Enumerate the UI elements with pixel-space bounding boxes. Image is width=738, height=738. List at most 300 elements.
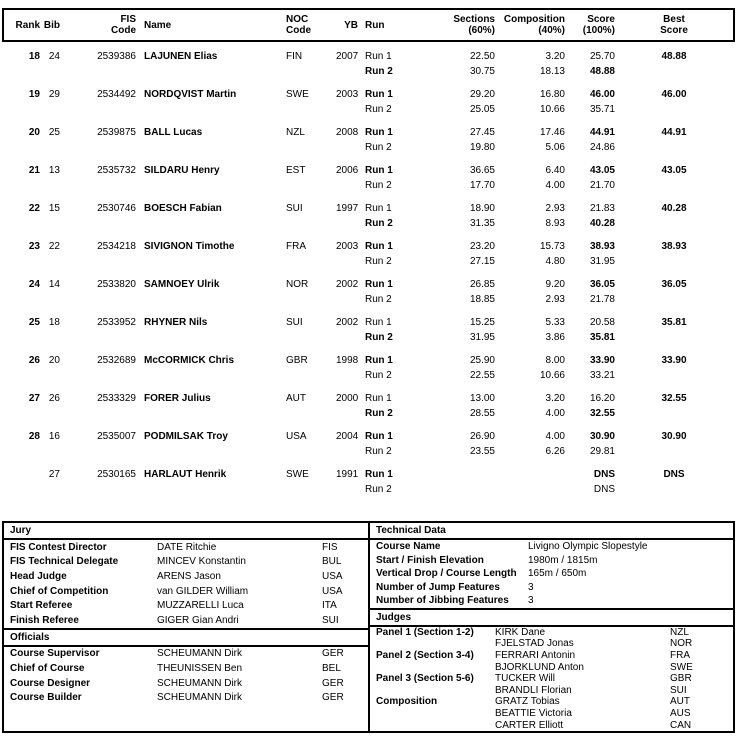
run-line	[4, 64, 733, 79]
col-header-rank-label: Rank	[15, 19, 40, 31]
sections-value: 28.55	[469, 408, 495, 419]
fis-code-cell: 2534492	[97, 89, 136, 100]
run-label: Run 1	[365, 203, 392, 214]
run-line	[4, 178, 733, 193]
role-label: FIS Contest Director	[10, 541, 107, 553]
composition-value: 2.93	[545, 203, 565, 214]
result-row	[4, 201, 733, 231]
yb-cell: 2003	[336, 241, 359, 252]
sections-value: 22.55	[469, 370, 495, 381]
run-label: Run 2	[365, 332, 393, 343]
rank-cell: 19	[28, 89, 40, 100]
result-row	[4, 239, 733, 269]
run-line	[4, 391, 733, 406]
officials-row	[4, 676, 368, 691]
composition-value: 6.26	[545, 446, 565, 457]
run-line	[4, 429, 733, 444]
officials-title: Officials	[4, 628, 368, 647]
best-score-value: 32.55	[661, 393, 687, 404]
yb-cell: 1998	[336, 355, 359, 366]
composition-value: 2.93	[545, 294, 565, 305]
best-score-value: 36.05	[661, 279, 687, 290]
score-line1: Score	[587, 14, 615, 25]
results-rows	[4, 49, 733, 505]
name-cell: PODMILSAK Troy	[144, 431, 228, 442]
composition-value: 10.66	[539, 370, 565, 381]
rank-cell: 24	[28, 279, 40, 290]
noc-code: FIS	[322, 541, 338, 553]
score-value: 31.95	[589, 256, 615, 267]
fis-code-cell: 2533952	[97, 317, 136, 328]
score-value: 20.58	[589, 317, 615, 328]
fis-code-cell: 2530746	[97, 203, 136, 214]
sections-value: 29.20	[469, 89, 495, 100]
yb-cell: 2000	[336, 393, 359, 404]
composition-value: 5.06	[545, 142, 565, 153]
best-line1: Best	[663, 14, 685, 25]
noc-code: BUL	[322, 556, 342, 568]
judge-noc: SWE	[670, 661, 693, 673]
yb-cell: 2004	[336, 431, 359, 442]
run-line	[4, 315, 733, 330]
score-value: 33.90	[589, 355, 615, 366]
run-label: Run 1	[365, 393, 392, 404]
result-row	[4, 125, 733, 155]
col-header-name-label: Name	[144, 19, 172, 31]
fis-code-cell: 2530165	[97, 469, 136, 480]
sections-value: 18.90	[469, 203, 495, 214]
composition-value: 10.66	[539, 104, 565, 115]
best-score-value: 40.28	[661, 203, 687, 214]
run-label: Run 1	[365, 355, 393, 366]
score-value: 30.90	[589, 431, 615, 442]
run-label: Run 1	[365, 317, 392, 328]
tech-label: Number of Jump Features	[376, 581, 500, 593]
result-row	[4, 391, 733, 421]
run-line	[4, 254, 733, 269]
name-cell: LAJUNEN Elias	[144, 51, 218, 62]
judge-noc: GBR	[670, 673, 692, 685]
technical-data-row	[370, 554, 733, 568]
fis-code-line2: Code	[111, 25, 136, 36]
bib-cell: 20	[48, 355, 60, 366]
run-line	[4, 467, 733, 482]
run-line	[4, 353, 733, 368]
tech-value: 3	[528, 595, 534, 607]
result-row	[4, 467, 733, 497]
composition-value: 17.46	[539, 127, 565, 138]
result-row	[4, 277, 733, 307]
bib-cell: 15	[48, 203, 60, 214]
name-cell: NORDQVIST Martin	[144, 89, 237, 100]
composition-value: 15.73	[539, 241, 565, 252]
judge-row	[370, 719, 733, 731]
composition-value: 4.80	[545, 256, 565, 267]
judge-name: FERRARI Antonin	[495, 649, 576, 661]
composition-value: 3.86	[545, 332, 565, 343]
run-line	[4, 444, 733, 459]
run-line	[4, 163, 733, 178]
rank-cell: 22	[28, 203, 40, 214]
judge-name: KIRK Dane	[495, 626, 546, 638]
judge-name: BEATTIE Victoria	[495, 707, 572, 719]
role-label: Course Builder	[10, 692, 82, 704]
run-line	[4, 201, 733, 216]
fis-code-cell: 2532689	[97, 355, 136, 366]
best-score-value: 48.88	[661, 51, 687, 62]
fis-code-cell: 2539875	[97, 127, 136, 138]
score-value: 35.71	[589, 104, 615, 115]
results-header	[2, 8, 735, 42]
role-label: FIS Technical Delegate	[10, 556, 119, 568]
technical-data-rows	[370, 540, 733, 608]
sections-value: 30.75	[469, 66, 495, 77]
name-cell: RHYNER Nils	[144, 317, 208, 328]
noc-cell: SWE	[286, 89, 309, 100]
tech-label: Number of Jibbing Features	[376, 595, 509, 607]
col-header-run-label: Run	[365, 19, 385, 31]
score-value: DNS	[593, 469, 615, 480]
run-line	[4, 330, 733, 345]
judge-noc: SUI	[670, 684, 687, 696]
col-header-yb-label: YB	[344, 19, 358, 31]
rank-cell: 25	[28, 317, 40, 328]
best-score-value: 43.05	[661, 165, 687, 176]
run-label: Run 2	[365, 446, 392, 457]
run-line	[4, 277, 733, 292]
rank-cell: 23	[28, 241, 40, 252]
panel-label: Panel 2 (Section 3-4)	[376, 649, 474, 661]
fis-code-line1: FIS	[120, 14, 136, 25]
col-header-yb	[336, 20, 358, 31]
composition-line1: Composition	[503, 14, 565, 25]
col-header-noc	[286, 14, 336, 36]
tech-value: 1980m / 1815m	[528, 554, 598, 566]
yb-cell: 2002	[336, 317, 359, 328]
score-value: 33.21	[589, 370, 615, 381]
role-label: Chief of Course	[10, 662, 85, 674]
run-label: Run 1	[365, 279, 393, 290]
score-value: 36.05	[589, 279, 615, 290]
person-name: SCHEUMANN Dirk	[157, 692, 242, 704]
col-header-rank	[4, 20, 40, 31]
rank-cell: 21	[28, 165, 40, 176]
noc-code: GER	[322, 648, 344, 660]
score-value: 16.20	[589, 393, 615, 404]
jury-row	[4, 584, 368, 599]
run-label: Run 2	[365, 218, 393, 229]
run-label: Run 1	[365, 165, 393, 176]
judge-noc: FRA	[670, 649, 690, 661]
result-row	[4, 353, 733, 383]
run-label: Run 1	[365, 241, 393, 252]
judge-noc: NOR	[670, 638, 693, 650]
composition-line2: (40%)	[538, 25, 565, 36]
officials-row	[4, 661, 368, 676]
run-label: Run 1	[365, 127, 393, 138]
judge-row	[370, 673, 733, 685]
bib-cell: 25	[48, 127, 60, 138]
run-label: Run 2	[365, 370, 392, 381]
sections-value: 31.95	[469, 332, 495, 343]
judge-noc: AUS	[670, 707, 691, 719]
col-header-sections	[420, 14, 495, 36]
judge-name: TUCKER Will	[495, 673, 555, 685]
composition-value: 4.00	[545, 431, 565, 442]
score-value: 35.81	[589, 332, 615, 343]
sections-value: 27.15	[469, 256, 495, 267]
name-cell: HARLAUT Henrik	[144, 469, 227, 480]
run-label: Run 2	[365, 66, 393, 77]
name-cell: BALL Lucas	[144, 127, 203, 138]
composition-value: 6.40	[545, 165, 565, 176]
tech-label: Course Name	[376, 541, 441, 553]
fis-code-cell: 2535007	[97, 431, 136, 442]
sections-value: 26.90	[469, 431, 495, 442]
jury-row	[4, 569, 368, 584]
bib-cell: 13	[48, 165, 60, 176]
rank-cell: 18	[28, 51, 40, 62]
person-name: SCHEUMANN Dirk	[157, 677, 242, 689]
sections-value: 27.45	[469, 127, 495, 138]
run-line	[4, 482, 733, 497]
col-header-run	[358, 20, 420, 31]
fis-code-cell: 2533329	[97, 393, 136, 404]
col-header-name	[136, 20, 286, 31]
sections-value: 25.90	[469, 355, 495, 366]
best-score-value: 44.91	[661, 127, 687, 138]
best-line2: Score	[660, 25, 688, 36]
run-label: Run 2	[365, 484, 392, 495]
judge-name: GRATZ Tobias	[495, 696, 560, 708]
role-label: Head Judge	[10, 570, 67, 582]
composition-value: 16.80	[539, 89, 565, 100]
role-label: Course Designer	[10, 677, 91, 689]
noc-code: ITA	[322, 600, 337, 612]
sections-value: 13.00	[469, 393, 495, 404]
rank-cell: 27	[28, 393, 40, 404]
info-right-column	[370, 523, 733, 731]
technical-data-row	[370, 567, 733, 581]
sections-value: 23.55	[469, 446, 495, 457]
person-name: van GILDER William	[157, 585, 249, 597]
technical-data-title: Technical Data	[370, 523, 733, 540]
composition-value: 18.13	[539, 66, 565, 77]
run-label: Run 1	[365, 51, 392, 62]
run-line	[4, 102, 733, 117]
noc-line2: Code	[286, 25, 311, 36]
panel-label: Panel 3 (Section 5-6)	[376, 673, 474, 685]
noc-code: USA	[322, 585, 343, 597]
best-score-value: 30.90	[661, 431, 687, 442]
run-line	[4, 125, 733, 140]
run-label: Run 2	[365, 104, 392, 115]
composition-value: 8.00	[545, 355, 565, 366]
judge-name: FJELSTAD Jonas	[495, 638, 574, 650]
name-cell: SIVIGNON Timothe	[144, 241, 235, 252]
run-line	[4, 406, 733, 421]
sections-value: 18.85	[469, 294, 495, 305]
sections-value: 17.70	[469, 180, 495, 191]
person-name: DATE Ritchie	[157, 541, 217, 553]
judge-row	[370, 638, 733, 650]
jury-row	[4, 598, 368, 613]
role-label: Finish Referee	[10, 614, 79, 626]
sections-value: 25.05	[469, 104, 495, 115]
judge-row	[370, 650, 733, 662]
judge-noc: AUT	[670, 696, 690, 708]
noc-code: GER	[322, 677, 344, 689]
run-label: Run 2	[365, 294, 392, 305]
run-line	[4, 140, 733, 155]
bib-cell: 14	[48, 279, 60, 290]
run-line	[4, 216, 733, 231]
panel-label: Panel 1 (Section 1-2)	[376, 626, 474, 638]
run-label: Run 1	[365, 89, 393, 100]
composition-value: 8.93	[545, 218, 565, 229]
fis-code-cell: 2534218	[97, 241, 136, 252]
col-header-best-score	[615, 14, 733, 36]
score-value: DNS	[593, 484, 615, 495]
person-name: THEUNISSEN Ben	[157, 662, 243, 674]
jury-rows	[4, 540, 368, 628]
person-name: MUZZARELLI Luca	[157, 600, 244, 612]
role-label: Start Referee	[10, 600, 73, 612]
run-label: Run 2	[365, 180, 392, 191]
yb-cell: 2003	[336, 89, 359, 100]
judge-row	[370, 661, 733, 673]
name-cell: FORER Julius	[144, 393, 211, 404]
run-line	[4, 87, 733, 102]
noc-cell: EST	[286, 165, 306, 176]
person-name: SCHEUMANN Dirk	[157, 648, 242, 660]
noc-code: BEL	[322, 662, 341, 674]
noc-code: SUI	[322, 614, 339, 626]
rank-cell: 26	[28, 355, 40, 366]
composition-value: 3.20	[545, 393, 565, 404]
fis-code-cell: 2539386	[97, 51, 136, 62]
officials-rows	[4, 647, 368, 705]
sections-value: 15.25	[469, 317, 495, 328]
yb-cell: 1991	[336, 469, 359, 480]
noc-cell: FRA	[286, 241, 306, 252]
col-header-bib	[40, 20, 60, 31]
judge-row	[370, 684, 733, 696]
jury-row	[4, 613, 368, 628]
officials-row	[4, 690, 368, 705]
run-label: Run 2	[365, 256, 392, 267]
judges-title: Judges	[370, 608, 733, 627]
run-label: Run 2	[365, 408, 393, 419]
col-header-composition	[495, 14, 565, 36]
score-value: 44.91	[589, 127, 615, 138]
jury-title: Jury	[4, 523, 368, 540]
person-name: ARENS Jason	[157, 570, 221, 582]
tech-value: Livigno Olympic Slopestyle	[528, 541, 648, 553]
run-label: Run 1	[365, 469, 393, 480]
role-label: Course Supervisor	[10, 648, 100, 660]
sections-value: 36.65	[469, 165, 495, 176]
rank-cell: 28	[28, 431, 40, 442]
result-row	[4, 429, 733, 459]
col-header-score	[565, 14, 615, 36]
noc-cell: SWE	[286, 469, 309, 480]
score-value: 29.81	[589, 446, 615, 457]
run-label: Run 2	[365, 142, 392, 153]
sections-value: 23.20	[469, 241, 495, 252]
bib-cell: 18	[48, 317, 60, 328]
info-table	[2, 521, 735, 733]
run-line	[4, 239, 733, 254]
technical-data-row	[370, 581, 733, 595]
judge-name: CARTER Elliott	[495, 719, 564, 731]
score-value: 32.55	[589, 408, 615, 419]
score-value: 40.28	[589, 218, 615, 229]
noc-code: USA	[322, 570, 343, 582]
info-left-column	[4, 523, 370, 731]
role-label: Chief of Competition	[10, 585, 109, 597]
sections-value: 31.35	[469, 218, 495, 229]
judge-row	[370, 696, 733, 708]
col-header-fis-code	[60, 14, 136, 36]
sections-value: 26.85	[469, 279, 495, 290]
sections-line2: (60%)	[468, 25, 495, 36]
technical-data-row	[370, 540, 733, 554]
tech-value: 3	[528, 581, 534, 593]
run-line	[4, 368, 733, 383]
run-line	[4, 49, 733, 64]
noc-cell: NZL	[286, 127, 305, 138]
yb-cell: 2008	[336, 127, 359, 138]
best-score-value: DNS	[663, 469, 685, 480]
panel-label: Composition	[376, 696, 438, 708]
bib-cell: 16	[48, 431, 60, 442]
name-cell: SAMNOEY Ulrik	[144, 279, 220, 290]
run-line	[4, 292, 733, 307]
name-cell: SILDARU Henry	[144, 165, 220, 176]
noc-cell: AUT	[286, 393, 306, 404]
result-row	[4, 87, 733, 117]
jury-row	[4, 540, 368, 555]
sections-value: 19.80	[469, 142, 495, 153]
judge-row	[370, 708, 733, 720]
bib-cell: 26	[48, 393, 60, 404]
technical-data-row	[370, 594, 733, 608]
jury-row	[4, 555, 368, 570]
noc-cell: GBR	[286, 355, 308, 366]
score-value: 21.78	[589, 294, 615, 305]
best-score-value: 33.90	[661, 355, 687, 366]
bib-cell: 24	[48, 51, 60, 62]
noc-line1: NOC	[286, 14, 309, 25]
composition-value: 3.20	[545, 51, 565, 62]
score-line2: (100%)	[582, 25, 615, 36]
tech-value: 165m / 650m	[528, 568, 587, 580]
noc-cell: SUI	[286, 317, 303, 328]
result-row	[4, 315, 733, 345]
judges-rows	[370, 627, 733, 731]
noc-cell: NOR	[286, 279, 309, 290]
composition-value: 4.00	[545, 408, 565, 419]
score-value: 38.93	[589, 241, 615, 252]
person-name: GIGER Gian Andri	[157, 614, 239, 626]
bib-cell: 22	[48, 241, 60, 252]
composition-value: 9.20	[545, 279, 565, 290]
best-score-value: 38.93	[661, 241, 687, 252]
tech-label: Vertical Drop / Course Length	[376, 568, 517, 580]
judge-noc: NZL	[670, 626, 689, 638]
bib-cell: 29	[48, 89, 60, 100]
